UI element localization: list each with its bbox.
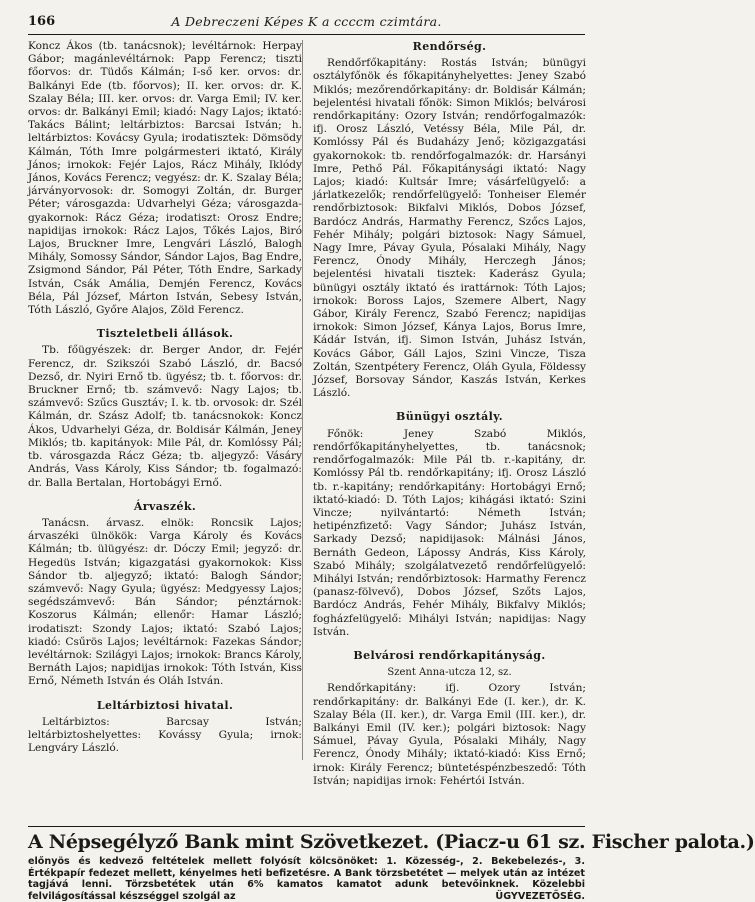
advertisement-body-text: előnyös és kedvező feltételek mellett folyósít kölcsönöket: 1. Közesség-, 2. Bekebelezés-, 3. Értékpapír fedezet mellett, kényelmes heti befizetésre. A Bank törzsbetétet — melyek után az intézet tagjává lenni. Törzsbetétek után 6% kamatos kamatot adunk betevőinknek. Közelebbi felvilágosítással készséggel szolgál az — [28, 856, 585, 902]
section-text-bunugyi: Főnök: Jeney Szabó Miklós, rendőrfőkapitányhelyettes, tb. tanácsnok; rendőrfogalmazók: Mile Pál tb. r.-kapitány, dr. Komlóssy Pál tb. rendőrkapitány; ifj. Orosz László tb. r.-kapitány; rendőrkapitány: Hortobágyi Ernő; iktató-kiadó: D. Tóth Lajos; kihágási iktató: Szini Vincze; nyilvántartó: Németh István; hetipénzfizető: Vagy Sándor; Juhász István, Sarkady Dezső; napidijasok: Málnási János, Bernáth Gedeon, Lápossy András, Kiss Károly, Szabó Mihály; szolgálatvezető rendőrfelügyelő: Mihályi István; rendőrbiztosok: Harmathy Ferencz (panasz-fölvevő), Dobos József, Szőts Lajos, Bardócz András, Fehér Mihály, Bikfalvy Miklós; fogházfelügyelő: Mihályi István; napidijas: Nagy István. — [313, 427, 586, 638]
intro-paragraph: Koncz Ákos (tb. tanácsnok); levéltárnok: Herpay Gábor; magánlevéltárnok: Papp Ferencz; tiszti főorvos: dr. Tüdős Kálmán; I-ső ker. orvos: dr. Balkányi Ede (tb. főorvos); II. ker. orvos: dr. K. Szalay Béla; III. ker. orvos: dr. Varga Emil; IV. ker. orvos: dr. Balkányi Emil; kiadó: Nagy Lajos; iktató: Takács Bálint; leltárbiztos: Barcsai István; h. leltárbiztos: Kovácsy Gyula; irodatisztek: Dömsödy Kálmán, Tóth Imre polgármesteri iktató, Király János; irnokok: Fejér Lajos, Rácz Mihály, Iklódy János, Kovács Ferencz; vegyész: dr. K. Szalay Béla; járványorvosok: dr. Somogyi Zoltán, dr. Burger Péter; városgazda: Udvarhelyi Géza; városgazda-gyakornok: Rácz Géza; irodatiszt: Orosz Endre; napidijas irnokok: Rácz Lajos, Tőkés Lajos, Biró Lajos, Bruckner Imre, Lengvári László, Balogh Mihály, Somossy Sándor, Sándor Lajos, Bag Endre, Zsigmond Sándor, Pál Péter, Tóth Endre, Sarkady István, Csák Amália, Demjén Ferencz, Kovács Béla, Pál József, Márton István, Sebesy István, Tóth László, Győre Alajos, Zöld Ferencz. — [28, 40, 303, 317]
advertisement — [28, 826, 755, 902]
section-subtitle-belvarosi: Szent Anna-utcza 12, sz. — [387, 667, 512, 679]
running-title: A Debreczeni Képes K a ccccm czimtára. — [171, 14, 442, 29]
section-text-leltarbiztosi: Leltárbiztos: Barcsay István; leltárbiztoshelyettes: Kovássy Gyula; irnok: Lengváry László. — [28, 715, 302, 755]
advertisement-headline: A Népsegélyző Bank mint Szövetkezet. (Piacz-u 61 sz. Fischer palota.) — [28, 831, 755, 853]
section-title-rendorseg: Rendőrség. — [412, 40, 487, 53]
section-text-arvaszek: Tanácsn. árvasz. elnök: Roncsik Lajos; árvaszéki ülnökök: Varga Károly és Kovács Kálmán; tb. ülügyész: dr. Dóczy Emil; jegyző: dr. Hegedüs István; kigazgatási gyakornokok: Kiss Sándor tb. aljegyző; iktató: Balogh Sándor; számvevő: Nagy Gyula; ügyész: Medgyessy Lajos; segédszámvevő: Bán Sándor; pénztárnok: Koszorus Kálmán; ellenőr: Hamar László; irodatiszt: Szondy Lajos; iktató: Szabó Lajos; kiadó: Csűrös Lajos; levéltárnok: Fazekas Sándor; levéltárnok: Szilágyi Lajos; irnokok: Brancs Károly, Bernáth Lajos; napidijas irnokok: Tóth István, Kiss Ernő, Németh István és Oláh István. — [28, 516, 302, 688]
left-column — [28, 40, 302, 755]
column-divider — [302, 40, 303, 760]
section-text-belvarosi: Rendőrkapitány: ifj. Ozory István; rendőrkapitány: dr. Balkányi Ede (I. ker.), dr. K. Szalay Béla (II. ker.), dr. Varga Emil (III. ker.), dr. Balkányi Emil (IV. ker.); polgári biztosok: Nagy Sámuel, Pávay Gyula, Pósalaki Mihály, Nagy Ferencz, Ónody Mihály; iktató-kiadó: Kiss Ernő; irnok: Király Ferencz; büntetéspénzbeszedő: Tóth István; napidijas irnok: Fehértói István. — [313, 682, 586, 787]
section-title-arvaszek: Árvaszék. — [133, 499, 197, 513]
advertisement-signature: ÜGYVEZETŐSÉG. — [495, 890, 585, 902]
header-rule — [28, 34, 585, 35]
section-text-tiszteletbeli: Tb. főügyészek: dr. Berger Andor, dr. Fejér Ferencz, dr. Szikszói Szabó László, dr. Bacsó Dezső, dr. Nyiri Ernő tb. ügyész; tb. t. főorvos: dr. Bruckner Ernő; tb. számvevő: Nagy Lajos; tb. számvevő: Szűcs Gusztáv; I. k. tb. orvosok: dr. Szél Kálmán, dr. Szász Adolf; tb. tanácsnokok: Koncz Ákos, Udvarhelyi Géza, dr. Boldisár Kálmán, Jeney Miklós; tb. kapitányok: Mile Pál, dr. Komlóssy Pál; tb. városgazda Rácz Géza; tb. aljegyző: Vásáry András, Vass Károly, Kiss Sándor; tb. fogalmazó: dr. Balla Bertalan, Hortobágyi Ernő. — [28, 344, 302, 489]
section-text-rendorseg: Rendőrfőkapitány: Rostás István; bünügyi osztályfőnök és főkapitányhelyettes: Jeney Szabó Miklós; mezőrendőrkapitány: dr. Boldisár Kálmán; bejelentési hivatali főnök: Simon Miklós; belvárosi rendőrkapitány: Ozory István; rendőrfogalmazók: ifj. Orosz László, Vetéssy Béla, Mile Pál, dr. Komlóssy Pál és Budaházy Jenő; közigazgatási gyakornokok: tb. rendőrfogalmazók: dr. Harsányi Imre, Pethő Pál. Főkapitánysági iktató: Nagy Lajos; kiadó: Kultsár Imre; vásárfelügyelő: a járlatkezelők; rendőrfelügyelő: Tonheiser Elemér rendőrbiztosok: Bikfalvi Miklós, Dobos József, Bardócz András, Harmathy Ferencz, Szőcs Lajos, Fehér Mihály; polgári biztosok: Nagy Sámuel, Nagy Imre, Pávay Gyula, Pósalaki Mihály, Nagy Ferencz, Ónody Mihály, Herczegh János; bejelentési hivatali tisztek: Kaderász Gyula; bünügyi osztály iktató és irattárnok: Tóth Lajos; irnokok: Boross Lajos, Szemere Albert, Nagy Gábor, Király Ferencz, Szabó Ferencz; napidijas irnokok: Simon József, Kánya Lajos, Borus Imre, Kádár István, ifj. Simon István, Juhász István, Kovács Gábor, Gáll Lajos, Szini Vincze, Tisza Zoltán, Szentpétery Ferencz, Oláh Gyula, Földessy József, Borsovay Sándor, Kaszás István, Kerkes László. — [313, 57, 586, 400]
section-title-belvarosi: Belvárosi rendőrkapitányság. — [353, 648, 546, 662]
section-title-tiszteletbeli: Tiszteletbeli állások. — [96, 327, 234, 341]
section-title-leltarbiztosi: Leltárbiztosi hivatal. — [96, 698, 234, 712]
advertisement-rule — [28, 826, 585, 827]
right-column — [313, 40, 586, 788]
page-header — [28, 14, 585, 34]
advertisement-body — [28, 856, 585, 902]
page-number: 166 — [28, 14, 56, 29]
section-title-bunugyi: Bünügyi osztály. — [396, 410, 503, 424]
